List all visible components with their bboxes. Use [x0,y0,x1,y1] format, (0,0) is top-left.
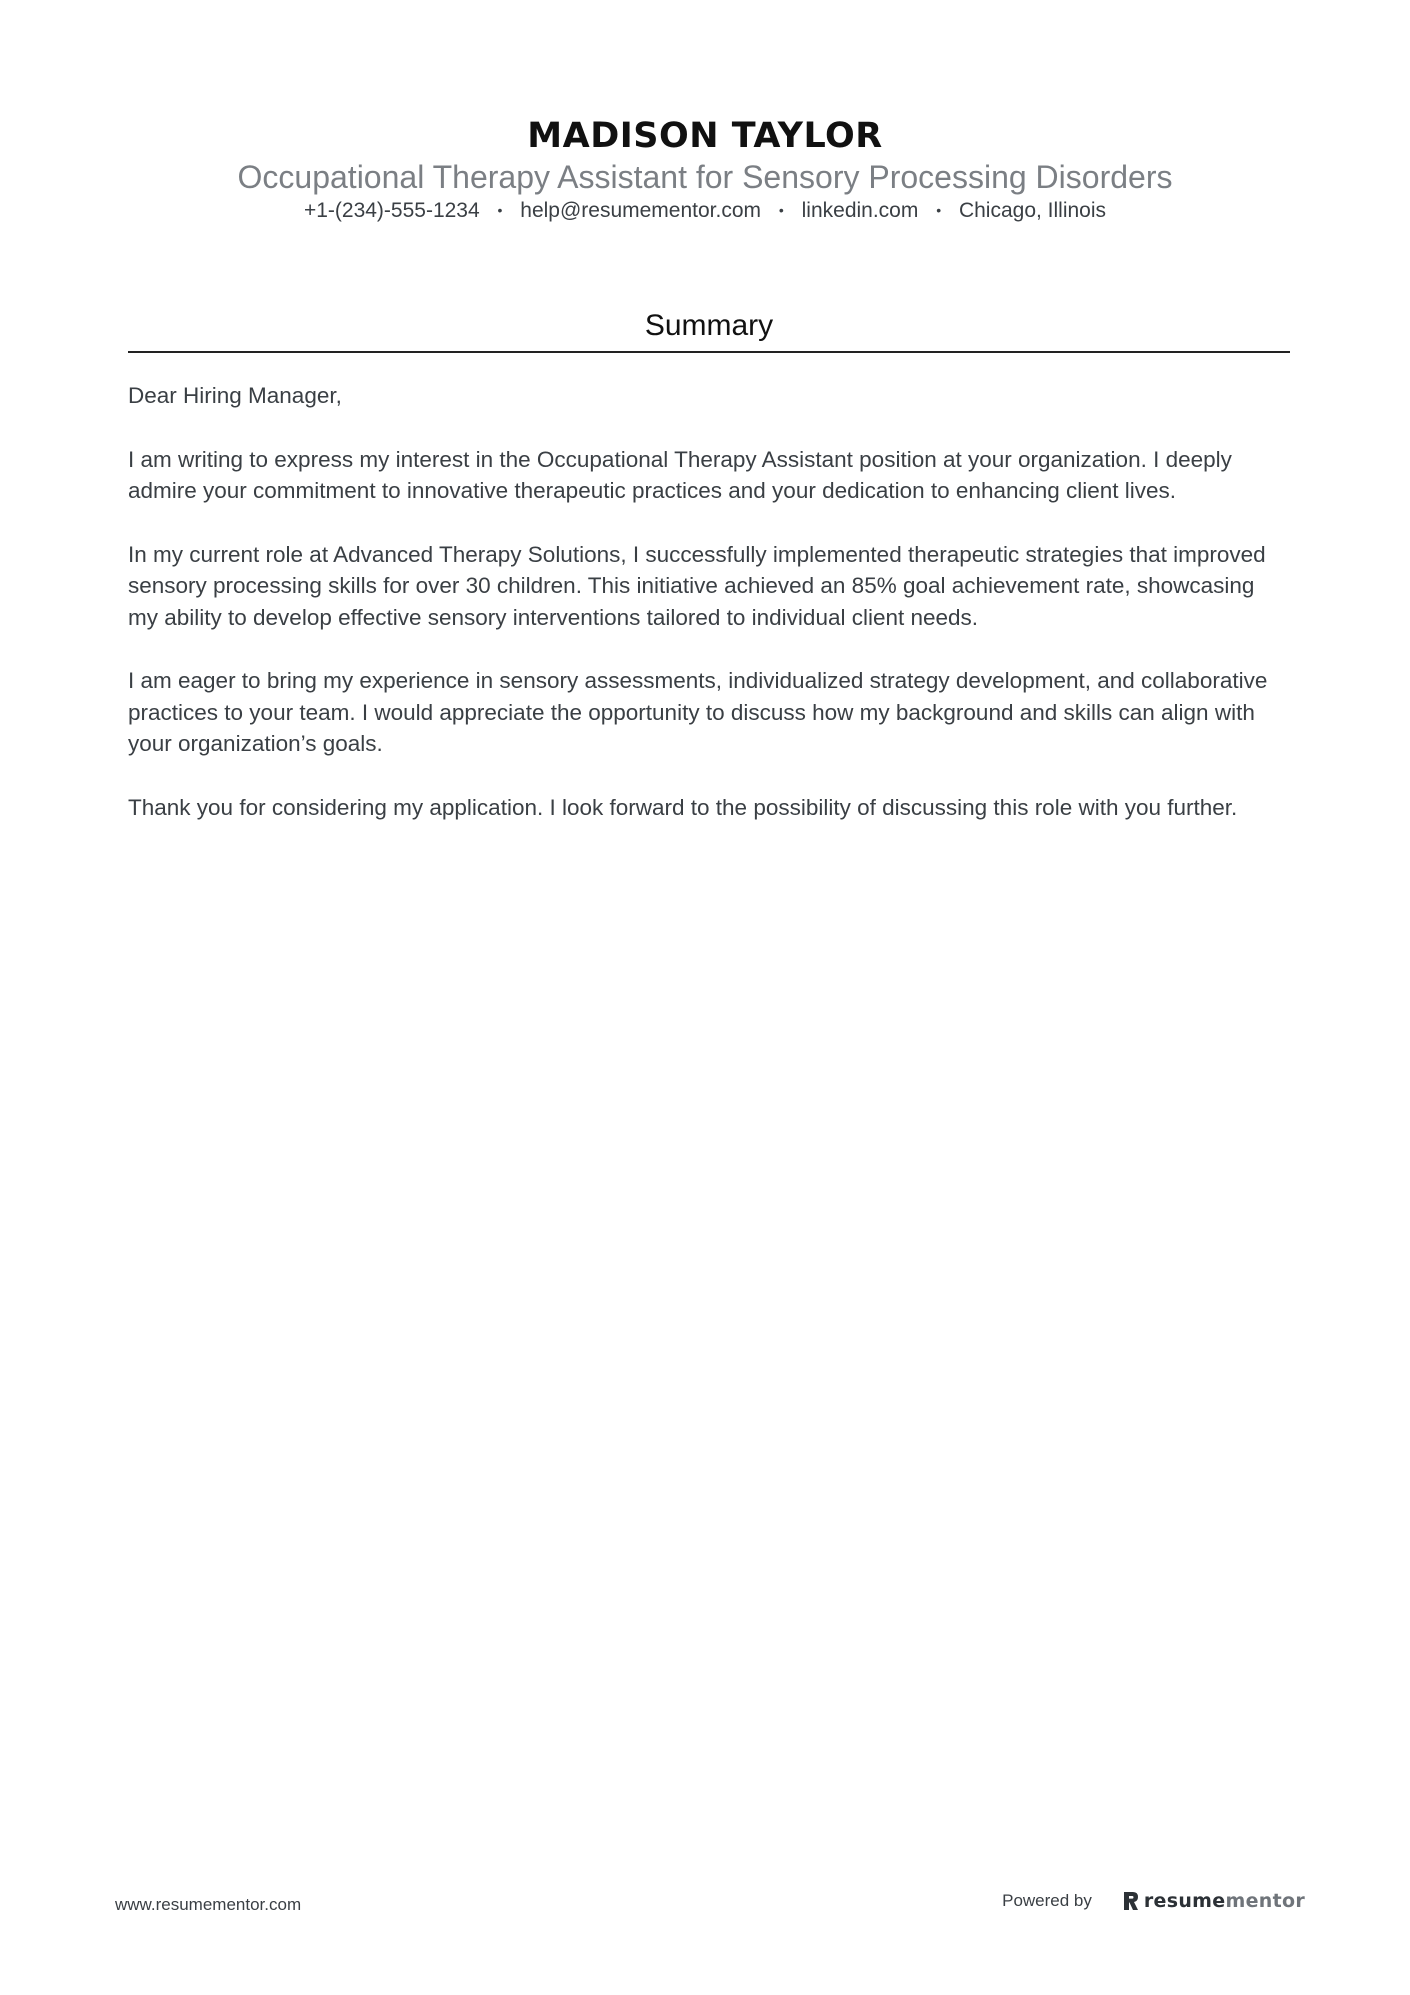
footer-website-link[interactable]: www.resumementor.com [115,1895,302,1914]
bullet-separator: • [778,202,784,218]
brand-name-part2: mentor [1225,1890,1305,1912]
letter-paragraph: In my current role at Advanced Therapy Solutions, I successfully implemented therapeutic strategies that improved sensory processing skills for over 30 children. This initiative achieved an 85% goal achievement rate, showcasing my ability to develop effective sensory interventions tailored to individual client needs. [128,541,1266,630]
contact-phone: +1-(234)-555-1234 [303,199,480,222]
section-title-summary: Summary [644,309,774,342]
resume-header [0,114,1410,225]
letter-paragraph: I am eager to bring my experience in sensory assessments, individualized strategy development, and collaborative practices to your team. I would appreciate the opportunity to discuss how my background and skills can align with your organization’s goals. [128,668,1268,756]
powered-by-label: Powered by [1002,1891,1092,1910]
brand-logo[interactable] [1122,1890,1305,1912]
contact-location: Chicago, Illinois [958,199,1107,222]
bullet-separator: • [497,202,503,218]
letter-paragraph: I am writing to express my interest in the Occupational Therapy Assistant position at your organization. I deeply admire your commitment to innovative therapeutic practices and your dedication to enhancing client lives. [128,446,1232,503]
candidate-name: MADISON TAYLOR [527,116,883,156]
contact-email[interactable]: help@resumementor.com [520,199,762,222]
contact-line [0,196,1410,225]
letter-paragraph: Thank you for considering my application. I look forward to the possibility of discussing this role with you further. [128,794,1238,820]
letter-greeting: Dear Hiring Manager, [128,383,342,408]
contact-linkedin[interactable]: linkedin.com [801,199,919,222]
brand-name-part1: resume [1143,1890,1226,1912]
candidate-role: Occupational Therapy Assistant for Sensory Processing Disorders [237,159,1173,195]
bullet-separator: • [936,202,942,218]
resumementor-logo-icon [1122,1890,1140,1912]
cover-letter-body [128,380,1290,855]
footer-powered-by [1002,1890,1305,1912]
section-divider [128,351,1290,353]
